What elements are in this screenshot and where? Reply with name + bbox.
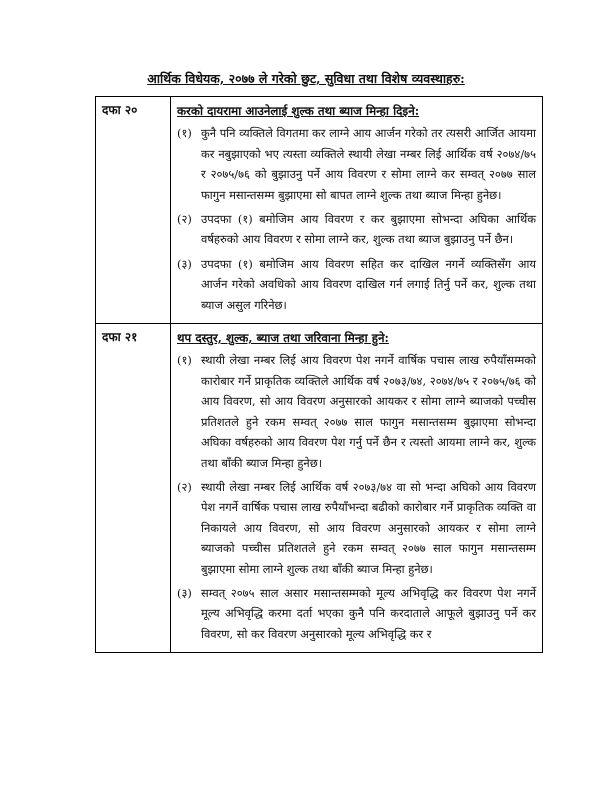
clause-list — [177, 350, 536, 644]
clause-item — [177, 583, 536, 644]
section-heading: थप दस्तुर, शुल्क, ब्याज तथा जरिवाना मिन्हा हुने: — [177, 331, 389, 346]
clause-text: कुनै पनि व्यक्तिले विगतमा कर लाग्ने आय आर्जन गरेको तर त्यसरी आर्जित आयमा कर नबुझाएको भए त्यस्ता व्यक्तिले स्थायी लेखा नम्बर लिई आर्थिक वर्ष २०७४/७५ र २०७५/७६ को बुझाउनु पर्ने आय विवरण र सोमा लाग्ने कर सम्वत् २०७७ साल फागुन मसान्तसम्म बुझाएमा सो बापत लाग्ने शुल्क तथा ब्याज मिन्हा हुनेछ। — [201, 126, 536, 202]
clause-number: (२) — [177, 479, 192, 494]
clause-item — [177, 209, 536, 250]
section-row — [96, 97, 543, 324]
section-row — [96, 324, 543, 653]
sections-table — [95, 96, 543, 653]
clause-item — [177, 350, 536, 472]
clause-text: स्थायी लेखा नम्बर लिई आर्थिक वर्ष २०७३/७४ वा सो भन्दा अघिको आय विवरण पेश नगर्ने वार्षिक पचास लाख रुपैयाँभन्दा बढीको कारोबार गर्ने प्राकृतिक व्यक्ति वा निकायले आय विवरण, सो आय विवरण अनुसारको आयकर र सोमा लाग्ने ब्याजको पच्चीस प्रतिशतले हुने रकम सम्वत् २०७७ साल फागुन मसान्तसम्म बुझाएमा सोमा लाग्ने शुल्क तथा बाँकी ब्याज मिन्हा हुनेछ। — [201, 479, 536, 576]
clause-item — [177, 477, 536, 579]
section-label: दफा २० — [96, 97, 171, 324]
clause-number: (१) — [177, 126, 192, 141]
clause-text: स्थायी लेखा नम्बर लिई आय विवरण पेश नगर्ने वार्षिक पचास लाख रुपैयाँसम्मको कारोबार गर्ने प्राकृतिक व्यक्तिले आर्थिक वर्ष २०७३/७४, २०७४/७५ र २०७५/७६ को आय विवरण, सो आय विवरण अनुसारको आयकर र सोमा लाग्ने ब्याजको पच्चीस प्रतिशतले हुने रकम सम्वत् २०७७ साल फागुन मसान्तसम्म बुझाएमा सोभन्दा अघिका वर्षहरुको आय विवरण पेश गर्नु पर्ने छैन र त्यस्तो आयमा लाग्ने कर, शुल्क तथा बाँकी ब्याज मिन्हा हुनेछ। — [201, 353, 536, 470]
clause-number: (२) — [177, 212, 192, 227]
clause-number: (१) — [177, 353, 192, 368]
clause-text: सम्वत् २०७५ साल असार मसान्तसम्मको मूल्य अभिवृद्धि कर विवरण पेश नगर्ने मूल्य अभिवृद्धि करमा दर्ता भएका कुनै पनि करदाताले आफूले बुझाउनु पर्ने कर विवरण, सो कर विवरण अनुसारको मूल्य अभिवृद्धि कर र — [201, 585, 536, 641]
clause-text: उपदफा (१) बमोजिम आय विवरण र कर बुझाएमा सोभन्दा अघिका आर्थिक वर्षहरुको आय विवरण र सोमा लाग्ने कर, शुल्क तथा ब्याज बुझाउनु पर्ने छैन। — [201, 212, 536, 247]
clause-number: (३) — [177, 585, 192, 600]
clause-number: (३) — [177, 256, 192, 271]
section-heading: करको दायरामा आउनेलाई शुल्क तथा ब्याज मिन्हा दिइने: — [177, 104, 420, 118]
section-label: दफा २१ — [96, 324, 171, 653]
clause-item — [177, 254, 536, 315]
section-content — [171, 324, 543, 653]
clause-list — [177, 123, 536, 315]
page-title: आर्थिक विधेयक, २०७७ ले गरेको छुट, सुविधा तथा विशेष व्यवस्थाहरु: — [147, 71, 465, 86]
clause-text: उपदफा (१) बमोजिम आय विवरण सहित कर दाखिल नगर्ने व्यक्तिसँग आय आर्जन गरेको अवधिको आय विवरण दाखिल गर्न लगाई तिर्नु पर्ने कर, शुल्क तथा ब्याज असुल गरिनेछ। — [201, 256, 536, 312]
clause-item — [177, 123, 536, 205]
section-content — [171, 97, 543, 324]
